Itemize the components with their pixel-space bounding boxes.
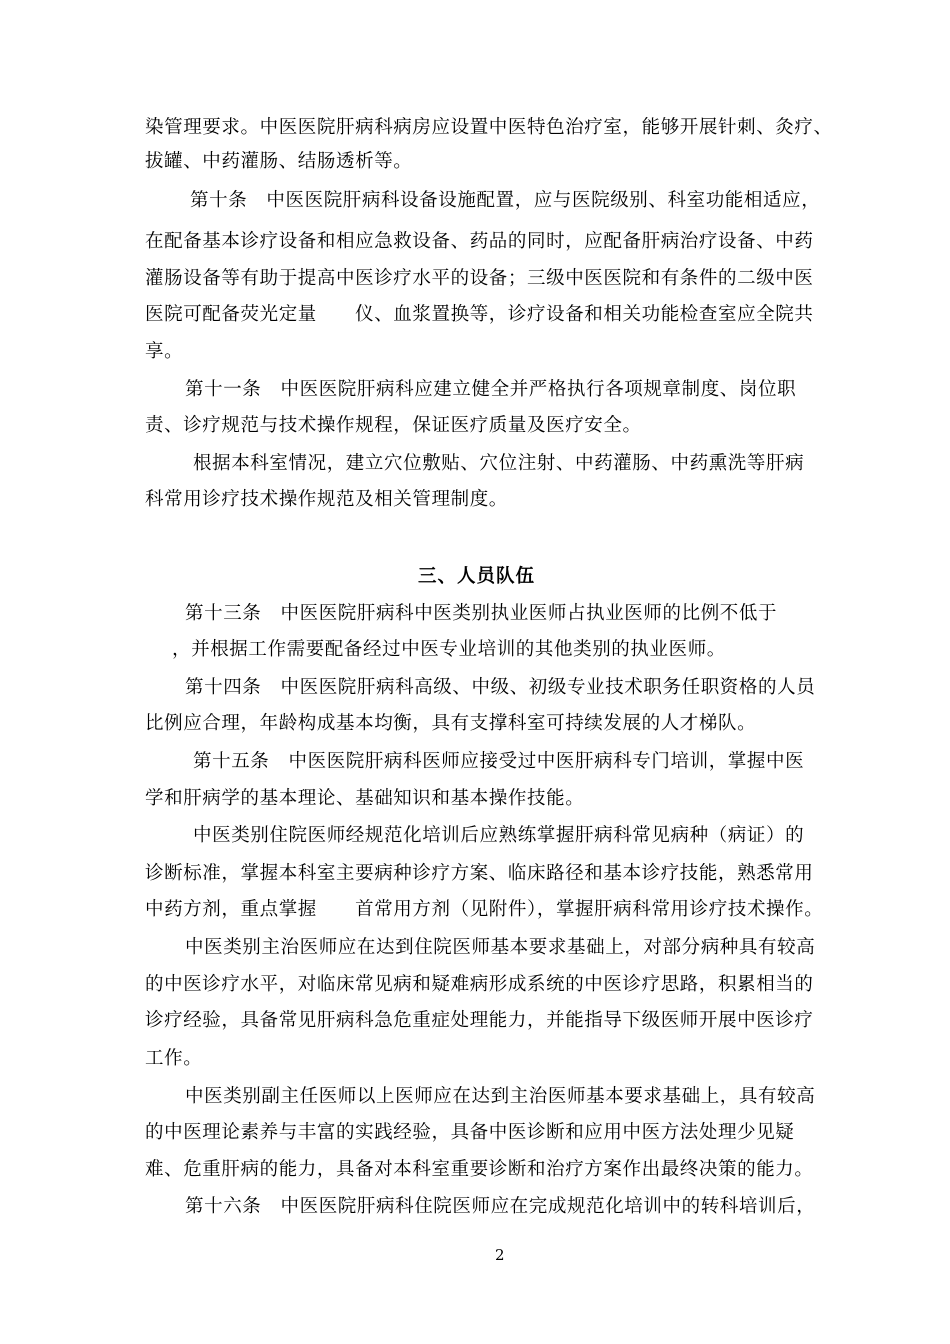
text-line: 中医类别主治医师应在达到住院医师基本要求基础上，对部分病种具有较高 [185, 937, 816, 958]
text-line: 根据本科室情况，建立穴位敷贴、穴位注射、中药灌肠、中药熏洗等肝病 [193, 453, 805, 474]
text-line: 的中医诊疗水平，对临床常见病和疑难病形成系统的中医诊疗思路，积累相当的 [145, 974, 814, 995]
text-line: 第十四条 中医医院肝病科高级、中级、初级专业技术职务任职资格的人员 [185, 677, 816, 698]
text-line: 诊疗经验，具备常见肝病科急危重症处理能力，并能指导下级医师开展中医诊疗 [145, 1010, 814, 1031]
text-line: 医院可配备荧光定量 仪、血浆置换等，诊疗设备和相关功能检查室应全院共 [145, 304, 814, 325]
text-line: 难、危重肝病的能力，具备对本科室重要诊断和治疗方案作出最终决策的能力。 [145, 1159, 814, 1180]
text-line: 第十一条 中医医院肝病科应建立健全并严格执行各项规章制度、岗位职 [185, 379, 797, 400]
text-line: ，并根据工作需要配备经过中医专业培训的其他类别的执业医师。 [172, 639, 726, 660]
text-line: 第十五条 中医医院肝病科医师应接受过中医肝病科专门培训，掌握中医 [193, 751, 805, 772]
text-line: 学和肝病学的基本理论、基础知识和基本操作技能。 [145, 788, 585, 809]
text-line: 责、诊疗规范与技术操作规程，保证医疗质量及医疗安全。 [145, 415, 642, 436]
text-line: 在配备基本诊疗设备和相应急救设备、药品的同时，应配备肝病治疗设备、中药 [145, 231, 814, 252]
text-line: 灌肠设备等有助于提高中医诊疗水平的设备；三级中医医院和有条件的二级中医 [145, 268, 814, 289]
section-heading: 三、人员队伍 [418, 566, 536, 587]
text-line: 科常用诊疗技术操作规范及相关管理制度。 [145, 489, 508, 510]
text-line: 第十条 中医医院肝病科设备设施配置，应与医院级别、科室功能相适应， [190, 190, 821, 211]
page-number: 2 [495, 1246, 505, 1264]
text-line: 工作。 [145, 1048, 203, 1069]
text-line: 第十六条 中医医院肝病科住院医师应在完成规范化培训中的转科培训后， [185, 1196, 816, 1217]
text-line: 拔罐、中药灌肠、结肠透析等。 [145, 151, 413, 172]
text-line: 比例应合理，年龄构成基本均衡，具有支撑科室可持续发展的人才梯队。 [145, 713, 757, 734]
text-line: 的中医理论素养与丰富的实践经验，具备中医诊断和应用中医方法处理少见疑 [145, 1122, 795, 1143]
text-line: 享。 [145, 341, 184, 362]
text-line: 诊断标准，掌握本科室主要病种诊疗方案、临床路径和基本诊疗技能，熟悉常用 [145, 863, 814, 884]
text-line: 中药方剂，重点掌握 首常用方剂（见附件），掌握肝病科常用诊疗技术操作。 [145, 899, 824, 920]
text-line: 中医类别副主任医师以上医师应在达到主治医师基本要求基础上，具有较高 [185, 1086, 816, 1107]
text-line: 第十三条 中医医院肝病科中医类别执业医师占执业医师的比例不低于 [185, 603, 778, 624]
text-line: 染管理要求。中医医院肝病科病房应设置中医特色治疗室，能够开展针刺、灸疗、 [145, 117, 833, 138]
text-line: 中医类别住院医师经规范化培训后应熟练掌握肝病科常见病种（病证）的 [193, 825, 805, 846]
